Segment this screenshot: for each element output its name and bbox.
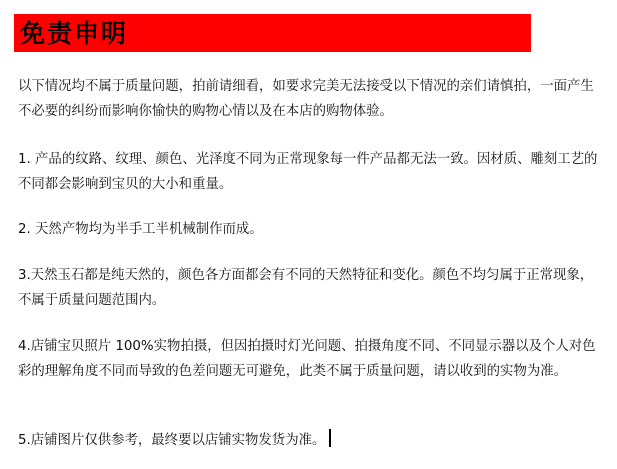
disclaimer-item-5: 5.店铺图片仅供参考，最终要以店铺实物发货为准。 [18, 433, 326, 448]
disclaimer-item-4: 4.店铺宝贝照片 100%实物拍摄，但因拍摄时灯光问题、拍摄角度不同、不同显示器以及个人对色彩的理解角度不同而导致的色差问题无可避免，此类不属于质量问题，请以收到的实物为准。 [18, 339, 596, 379]
page-title: 免责申明 [20, 18, 129, 48]
disclaimer-item-3: 3.天然玉石都是纯天然的，颜色各方面都会有不同的天然特征和变化。颜色不均匀属于正常现象，不属于质量问题范围内。 [18, 268, 594, 308]
disclaimer-item-1: 1. 产品的纹路、纹理、颜色、光泽度不同为正常现象每一件产品都无法一致。因材质、雕刻工艺的不同都会影响到宝贝的大小和重量。 [18, 152, 598, 192]
disclaimer-item-2: 2. 天然产物均为半手工半机械制作而成。 [18, 222, 263, 237]
disclaimer-item-5-row [18, 428, 603, 453]
intro-paragraph: 以下情况均不属于质量问题，拍前请细看，如要求完美无法接受以下情况的亲们请慎拍，一面产生不必要的纠纷而影响你愉快的购物心情以及在本店的购物体验。 [18, 79, 594, 119]
title-banner [14, 14, 531, 52]
text-cursor-mark [329, 429, 331, 447]
